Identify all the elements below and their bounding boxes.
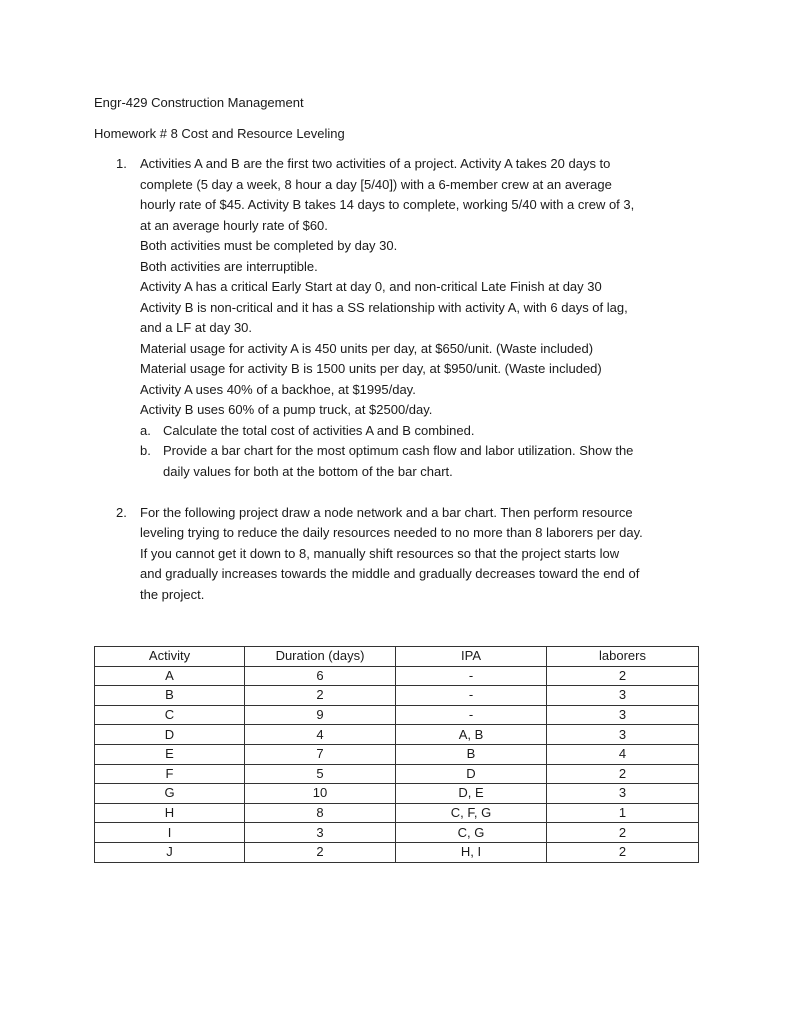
question-1-line: Material usage for activity B is 1500 units per day, at $950/unit. (Waste included) <box>140 361 602 376</box>
question-1a-letter: a. <box>140 423 151 438</box>
cell-ipa: C, G <box>396 823 547 843</box>
table-row <box>95 842 699 862</box>
cell-laborers: 4 <box>547 744 699 764</box>
table-row <box>95 705 699 725</box>
cell-activity: H <box>95 803 245 823</box>
question-1-line: Material usage for activity A is 450 units per day, at $650/unit. (Waste included) <box>140 341 594 356</box>
cell-laborers: 2 <box>547 842 699 862</box>
cell-activity: G <box>95 784 245 804</box>
cell-laborers: 3 <box>547 725 699 745</box>
question-1-line: and a LF at day 30. <box>140 320 253 335</box>
activity-table <box>94 646 699 863</box>
header-activity: Activity <box>95 647 245 667</box>
cell-ipa: H, I <box>396 842 547 862</box>
question-1-number: 1. <box>116 156 127 171</box>
table-row <box>95 803 699 823</box>
cell-ipa: A, B <box>396 725 547 745</box>
cell-ipa: B <box>396 744 547 764</box>
cell-activity: C <box>95 705 245 725</box>
cell-activity: E <box>95 744 245 764</box>
cell-laborers: 1 <box>547 803 699 823</box>
cell-duration: 10 <box>245 784 396 804</box>
table-row <box>95 823 699 843</box>
cell-duration: 2 <box>245 842 396 862</box>
question-2-line: and gradually increases towards the middle and gradually decreases toward the end of <box>140 566 640 581</box>
cell-laborers: 3 <box>547 686 699 706</box>
cell-laborers: 2 <box>547 764 699 784</box>
cell-ipa: - <box>396 686 547 706</box>
header-ipa: IPA <box>396 647 547 667</box>
cell-duration: 9 <box>245 705 396 725</box>
cell-duration: 7 <box>245 744 396 764</box>
cell-laborers: 3 <box>547 705 699 725</box>
cell-ipa: D, E <box>396 784 547 804</box>
header-laborers: laborers <box>547 647 699 667</box>
table-row <box>95 744 699 764</box>
question-1b-text: daily values for both at the bottom of the bar chart. <box>163 464 453 479</box>
cell-activity: F <box>95 764 245 784</box>
cell-duration: 3 <box>245 823 396 843</box>
question-1-line: complete (5 day a week, 8 hour a day [5/40]) with a 6-member crew at an average <box>140 177 612 192</box>
homework-title: Homework # 8 Cost and Resource Leveling <box>94 126 345 141</box>
question-1-line: Activity A has a critical Early Start at day 0, and non-critical Late Finish at day 30 <box>140 279 602 294</box>
question-2-line: If you cannot get it down to 8, manually shift resources so that the project starts low <box>140 546 620 561</box>
table-row <box>95 666 699 686</box>
question-2-line: For the following project draw a node network and a bar chart. Then perform resource <box>140 505 633 520</box>
question-1-line: at an average hourly rate of $60. <box>140 218 328 233</box>
cell-duration: 2 <box>245 686 396 706</box>
question-1-line: Activity B is non-critical and it has a SS relationship with activity A, with 6 days of lag, <box>140 300 628 315</box>
cell-activity: A <box>95 666 245 686</box>
cell-duration: 4 <box>245 725 396 745</box>
cell-activity: D <box>95 725 245 745</box>
cell-duration: 8 <box>245 803 396 823</box>
question-1-line: Activities A and B are the first two activities of a project. Activity A takes 20 days to <box>140 156 611 171</box>
table-header-row <box>95 647 699 667</box>
question-1b-letter: b. <box>140 443 151 458</box>
question-1a-text: Calculate the total cost of activities A and B combined. <box>163 423 475 438</box>
table-row <box>95 784 699 804</box>
cell-ipa: C, F, G <box>396 803 547 823</box>
cell-ipa: - <box>396 705 547 725</box>
question-2-number: 2. <box>116 505 127 520</box>
question-1-line: Both activities must be completed by day 30. <box>140 238 398 253</box>
question-2-line: the project. <box>140 587 205 602</box>
cell-ipa: - <box>396 666 547 686</box>
question-1-line: Activity B uses 60% of a pump truck, at $2500/day. <box>140 402 433 417</box>
table-row <box>95 764 699 784</box>
cell-duration: 6 <box>245 666 396 686</box>
cell-ipa: D <box>396 764 547 784</box>
cell-activity: J <box>95 842 245 862</box>
cell-activity: B <box>95 686 245 706</box>
table-row <box>95 725 699 745</box>
table-row <box>95 686 699 706</box>
cell-duration: 5 <box>245 764 396 784</box>
question-1-line: Both activities are interruptible. <box>140 259 318 274</box>
cell-laborers: 2 <box>547 823 699 843</box>
cell-activity: I <box>95 823 245 843</box>
cell-laborers: 2 <box>547 666 699 686</box>
question-1-line: hourly rate of $45. Activity B takes 14 days to complete, working 5/40 with a crew of 3, <box>140 197 635 212</box>
course-title: Engr-429 Construction Management <box>94 95 304 110</box>
question-1b-text: Provide a bar chart for the most optimum cash flow and labor utilization. Show the <box>163 443 634 458</box>
question-1-line: Activity A uses 40% of a backhoe, at $1995/day. <box>140 382 416 397</box>
header-duration: Duration (days) <box>245 647 396 667</box>
cell-laborers: 3 <box>547 784 699 804</box>
question-2-line: leveling trying to reduce the daily resources needed to no more than 8 laborers per day. <box>140 525 643 540</box>
